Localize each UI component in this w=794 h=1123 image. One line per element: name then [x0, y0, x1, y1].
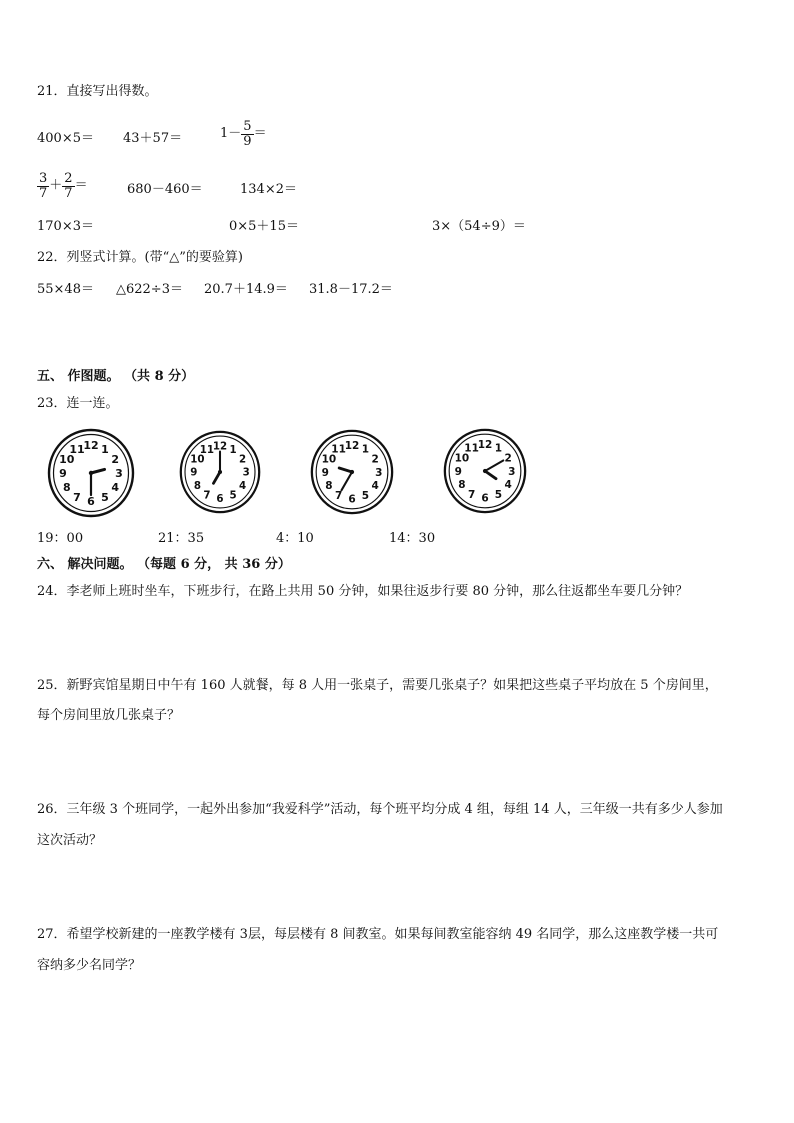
time-label-1[interactable]: 19：00 [37, 531, 84, 546]
clock-numeral: 1 [494, 442, 503, 455]
time-label-2[interactable]: 21：35 [158, 531, 205, 546]
q21-item-2: 43＋57＝ [123, 131, 183, 146]
fraction-2-7 [62, 172, 74, 200]
q22-item-4: 31.8－17.2＝ [309, 282, 393, 297]
clock-numeral: 8 [62, 481, 71, 494]
q26-line-2: 这次活动？ [37, 833, 103, 848]
clock-numeral: 2 [371, 453, 379, 466]
clock-numeral: 11 [69, 442, 85, 456]
clock-2[interactable] [178, 428, 262, 516]
q21-item-9: 3×（54÷9）＝ [432, 219, 526, 234]
clock-center-pin [483, 469, 487, 473]
clock-numeral: 2 [111, 453, 120, 466]
clock-minute-hand [485, 460, 503, 471]
clock-center-pin [218, 470, 222, 474]
clock-numeral: 9 [321, 466, 329, 479]
q25-line-1: 25．新野宾馆星期日中午有 160 人就餐，每 8 人用一张桌子，需要几张桌子？如果把这些桌子平均放在 5 个房间里， [37, 678, 718, 693]
clock-numeral: 4 [111, 481, 120, 494]
clock-numeral: 12 [477, 439, 493, 452]
q24-text: 24．李老师上班时坐车，下班步行，在路上共用 50 分钟，如果往返步行要 80 分钟，那么往返都坐车要几分钟？ [37, 584, 689, 599]
q21-item-5: 680－460＝ [127, 182, 203, 197]
q22-item-2: △622÷3＝ [116, 282, 183, 297]
clock-numeral: 5 [101, 491, 109, 505]
clock-numeral: 8 [193, 479, 201, 492]
q21-item-3-suffix: ＝ [253, 126, 267, 142]
q21-title: 21．直接写出得数。 [37, 84, 158, 99]
time-label-4[interactable]: 14：30 [389, 531, 436, 546]
q21-item-3-prefix: 1－ [220, 126, 242, 142]
clock-numeral: 3 [508, 465, 516, 478]
q27-line-1: 27．希望学校新建的一座教学楼有 3层，每层楼有 8 间教室。如果每间教室能容纳 49 名同学，那么这座教学楼一共可 [37, 927, 719, 942]
clock-numeral: 1 [361, 443, 370, 456]
clock-numeral: 8 [325, 480, 333, 493]
clock-numeral: 1 [229, 444, 237, 457]
clock-face-icon [442, 426, 528, 516]
clock-numeral: 12 [344, 440, 360, 453]
clock-numeral: 5 [494, 488, 503, 501]
clock-1[interactable] [46, 428, 136, 518]
plus-sign: ＋ [49, 178, 63, 194]
clock-4[interactable] [442, 426, 528, 516]
clock-3[interactable] [309, 427, 395, 517]
q27-line-2: 容纳多少名同学？ [37, 958, 142, 973]
q21-item-1: 400×5＝ [37, 131, 94, 146]
clock-numeral: 6 [87, 495, 95, 508]
time-label-3[interactable]: 4：10 [276, 531, 314, 546]
clock-numeral: 6 [481, 492, 489, 505]
clock-numeral: 9 [59, 467, 67, 480]
clock-numeral: 11 [199, 444, 215, 457]
clock-face-icon [46, 428, 136, 518]
clock-numeral: 5 [229, 489, 237, 502]
clock-numeral: 3 [115, 467, 123, 480]
clock-numeral: 11 [331, 443, 346, 456]
fraction-denominator: 9 [243, 133, 252, 149]
clock-numeral: 10 [59, 453, 75, 466]
q22-item-3: 20.7＋14.9＝ [204, 282, 288, 297]
clock-numeral: 10 [321, 453, 337, 466]
fraction-3-7 [37, 172, 49, 200]
fraction-numerator: 2 [64, 171, 73, 186]
clock-numeral: 1 [101, 442, 109, 456]
clock-numeral: 7 [203, 489, 211, 502]
clock-numeral: 4 [504, 479, 512, 492]
clock-numeral: 10 [454, 452, 470, 465]
q21-item-8: 0×5＋15＝ [229, 219, 299, 234]
clock-numeral: 2 [504, 452, 512, 465]
q21-item-6: 134×2＝ [240, 182, 297, 197]
q21-item-3 [220, 120, 267, 148]
clock-numeral: 7 [334, 489, 343, 502]
clock-numeral: 7 [73, 491, 81, 505]
q21-item-7: 170×3＝ [37, 219, 94, 234]
clock-numeral: 9 [190, 466, 198, 479]
clock-numeral: 11 [464, 442, 479, 455]
clock-numeral: 4 [239, 479, 247, 492]
clock-numeral: 4 [371, 480, 379, 493]
clock-center-pin [350, 470, 354, 474]
fraction-5-9 [241, 120, 253, 148]
q25-line-2: 每个房间里放几张桌子？ [37, 708, 181, 723]
q22-title: 22．列竖式计算。(带“△”的要验算) [37, 250, 243, 265]
clock-numeral: 8 [458, 479, 466, 492]
clock-numeral: 10 [190, 453, 205, 466]
clock-numeral: 3 [242, 466, 250, 479]
clock-numeral: 2 [239, 453, 247, 466]
section-6-title: 六、 解决问题。 （每题 6 分， 共 36 分） [37, 557, 291, 572]
equals-sign: ＝ [74, 178, 88, 194]
fraction-numerator: 3 [39, 171, 48, 186]
clock-minute-hand [341, 472, 352, 490]
clock-face-icon [309, 427, 395, 517]
q26-line-1: 26．三年级 3 个班同学，一起外出参加“我爱科学”活动，每个班平均分成 4 组，每组 14 人，三年级一共有多少人参加 [37, 802, 723, 817]
clock-numeral: 12 [83, 439, 99, 452]
clock-numeral: 3 [375, 466, 383, 479]
clock-numeral: 5 [361, 489, 370, 502]
fraction-denominator: 7 [39, 185, 48, 201]
clock-numeral: 6 [348, 493, 356, 506]
clock-numeral: 6 [216, 492, 224, 505]
clock-center-pin [89, 471, 93, 475]
clock-numeral: 7 [467, 488, 476, 501]
q22-item-1: 55×48＝ [37, 282, 94, 297]
q21-item-4 [37, 172, 88, 200]
clock-numeral: 9 [454, 465, 462, 478]
fraction-denominator: 7 [64, 185, 73, 201]
section-5-title: 五、 作图题。 （共 8 分） [37, 369, 195, 384]
fraction-numerator: 5 [243, 119, 252, 134]
clock-face-icon [178, 428, 262, 516]
q23-title: 23．连一连。 [37, 396, 119, 411]
clock-numeral: 12 [212, 440, 228, 453]
